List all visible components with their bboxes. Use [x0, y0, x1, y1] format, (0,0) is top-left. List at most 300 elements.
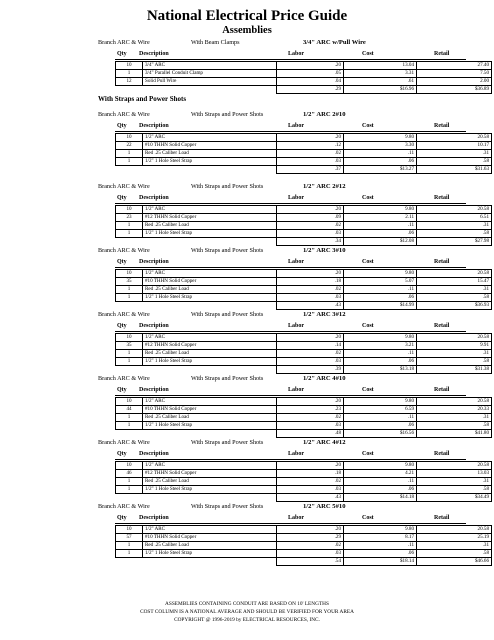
column-header-cost: Cost: [362, 451, 374, 457]
items-table: [115, 133, 492, 174]
table-cell: .03: [277, 422, 344, 430]
assembly-code: 1/2" ARC 4#10: [303, 375, 346, 382]
table-cell: 35: [116, 342, 143, 350]
table-cell: .03: [277, 358, 344, 366]
table-cell: .20: [277, 206, 344, 214]
table-cell: 46: [116, 470, 143, 478]
table-cell: .23: [277, 406, 344, 414]
column-headers: [115, 513, 466, 524]
column-header-qty: Qty: [117, 51, 127, 57]
total-cost: $14.99: [344, 302, 417, 310]
table-row: [116, 270, 492, 278]
table-cell: 3.21: [344, 342, 417, 350]
table-cell: 20.58: [417, 526, 492, 534]
table-cell: .02: [277, 350, 344, 358]
table-cell: 1: [116, 422, 143, 430]
total-labor: .37: [277, 166, 344, 174]
table-cell: 20.58: [417, 206, 492, 214]
column-header-desc: Description: [139, 123, 169, 129]
table-cell: 6.59: [344, 406, 417, 414]
table-cell: 3.30: [344, 142, 417, 150]
table-row: [116, 78, 492, 86]
table-row: [116, 414, 492, 422]
table-cell: .06: [344, 550, 417, 558]
section-category: Branch ARC & Wire: [98, 39, 150, 46]
footer-line: ASSEMBLIES CONTAINING CONDUIT ARE BASED ON 10' LENGTHS: [165, 601, 329, 607]
section-subcategory: With Straps and Power Shots: [191, 111, 264, 118]
table-row: [116, 286, 492, 294]
table-cell: .03: [277, 294, 344, 302]
table-row: [116, 478, 492, 486]
table-row: [116, 158, 492, 166]
table-cell: Red .25 Caliber Load: [143, 150, 277, 158]
table-cell: .06: [344, 486, 417, 494]
table-cell: 9.80: [344, 206, 417, 214]
table-cell: 10: [116, 526, 143, 534]
table-row: [116, 230, 492, 238]
column-headers: [115, 49, 466, 60]
section-header: [0, 109, 494, 120]
column-headers: [115, 193, 466, 204]
table-cell: 1/2" ARC: [143, 398, 277, 406]
total-retail: $34.49: [417, 494, 492, 502]
table-cell: 10.17: [417, 142, 492, 150]
table-cell: 1: [116, 222, 143, 230]
table-cell: 1/2" ARC: [143, 134, 277, 142]
table-cell: Red .25 Caliber Load: [143, 286, 277, 294]
table-cell: 1/2" ARC: [143, 462, 277, 470]
total-retail: $36.89: [417, 86, 492, 94]
table-cell: .05: [277, 70, 344, 78]
table-cell: 20.58: [417, 134, 492, 142]
column-header-labor: Labor: [288, 387, 305, 393]
table-cell: 1: [116, 414, 143, 422]
table-cell: .58: [417, 550, 492, 558]
table-row: [116, 358, 492, 366]
section-subcategory: With Straps and Power Shots: [191, 311, 264, 318]
table-row: [116, 534, 492, 542]
table-cell: .58: [417, 358, 492, 366]
table-cell: 1: [116, 550, 143, 558]
footer-line: COPYRIGHT @ 1996-2019 by ELECTRICAL RESOURCES, INC.: [174, 617, 320, 623]
items-table: [115, 461, 492, 502]
section-subcategory: With Straps and Power Shots: [191, 439, 264, 446]
table-cell: 1: [116, 158, 143, 166]
assembly-code: 1/2" ARC 3#10: [303, 247, 346, 254]
items-table: [115, 397, 492, 438]
total-labor: .54: [277, 558, 344, 566]
table-cell: .58: [417, 486, 492, 494]
table-cell: .61: [344, 78, 417, 86]
table-row: [116, 350, 492, 358]
table-cell: 10: [116, 270, 143, 278]
table-cell: .20: [277, 398, 344, 406]
blank-cell: [143, 166, 277, 174]
table-cell: .18: [277, 278, 344, 286]
column-header-labor: Labor: [288, 259, 305, 265]
table-row: [116, 294, 492, 302]
total-labor: .29: [277, 86, 344, 94]
column-header-desc: Description: [139, 515, 169, 521]
table-cell: 1: [116, 150, 143, 158]
table-cell: 44: [116, 406, 143, 414]
table-cell: Red .25 Caliber Load: [143, 350, 277, 358]
total-retail: $27.98: [417, 238, 492, 246]
column-header-cost: Cost: [362, 259, 374, 265]
assembly-code: 1/2" ARC 2#12: [303, 183, 346, 190]
table-cell: .31: [417, 150, 492, 158]
table-cell: 20.58: [417, 462, 492, 470]
column-header-desc: Description: [139, 323, 169, 329]
blank-cell: [116, 86, 143, 94]
table-cell: 1/2" 1 Hole Steel Strap: [143, 158, 277, 166]
table-row: [116, 150, 492, 158]
column-header-cost: Cost: [362, 323, 374, 329]
section-category: Branch ARC & Wire: [98, 183, 150, 190]
column-header-retail: Retail: [434, 259, 450, 265]
table-row: [116, 334, 492, 342]
table-cell: 22: [116, 142, 143, 150]
table-cell: .29: [277, 534, 344, 542]
table-cell: .11: [344, 286, 417, 294]
table-cell: 9.80: [344, 270, 417, 278]
total-labor: .43: [277, 302, 344, 310]
table-cell: #10 THHN Solid Copper: [143, 534, 277, 542]
page-subtitle: Assemblies: [222, 25, 272, 36]
table-cell: 9.80: [344, 462, 417, 470]
column-header-labor: Labor: [288, 195, 305, 201]
table-cell: #10 THHN Solid Copper: [143, 278, 277, 286]
table-row: [116, 550, 492, 558]
column-header-labor: Labor: [288, 123, 305, 129]
column-header-qty: Qty: [117, 515, 127, 521]
table-cell: 1: [116, 294, 143, 302]
assembly-code: 3/4" ARC w/Pull Wire: [303, 39, 366, 46]
table-cell: #10 THHN Solid Copper: [143, 142, 277, 150]
table-cell: 9.80: [344, 134, 417, 142]
table-row: [116, 486, 492, 494]
section-subcategory: With Beam Clamps: [191, 39, 240, 46]
total-retail: $31.38: [417, 366, 492, 374]
table-cell: 1: [116, 286, 143, 294]
table-cell: 1/2" 1 Hole Steel Strap: [143, 294, 277, 302]
table-row: [116, 462, 492, 470]
table-cell: .03: [277, 486, 344, 494]
column-headers: [115, 385, 466, 396]
table-cell: 13.04: [344, 62, 417, 70]
table-cell: .20: [277, 334, 344, 342]
section-category: Branch ARC & Wire: [98, 375, 150, 382]
table-cell: .02: [277, 414, 344, 422]
section-category: Branch ARC & Wire: [98, 311, 150, 318]
total-cost: $13.18: [344, 366, 417, 374]
table-cell: 7.50: [417, 70, 492, 78]
table-cell: 1: [116, 486, 143, 494]
table-row: [116, 134, 492, 142]
assembly-code: 1/2" ARC 3#12: [303, 311, 346, 318]
table-cell: .12: [277, 142, 344, 150]
table-cell: .11: [344, 150, 417, 158]
table-cell: 25.19: [417, 534, 492, 542]
column-header-desc: Description: [139, 451, 169, 457]
table-cell: 9.80: [344, 398, 417, 406]
table-cell: .58: [417, 230, 492, 238]
table-cell: 10: [116, 206, 143, 214]
total-cost: $16.56: [344, 430, 417, 438]
table-cell: 20.58: [417, 398, 492, 406]
table-cell: .11: [344, 350, 417, 358]
total-retail: $31.63: [417, 166, 492, 174]
table-cell: 1: [116, 358, 143, 366]
table-cell: .31: [417, 414, 492, 422]
table-cell: .11: [344, 478, 417, 486]
column-header-qty: Qty: [117, 387, 127, 393]
column-headers: [115, 121, 466, 132]
column-header-cost: Cost: [362, 123, 374, 129]
table-cell: .06: [344, 422, 417, 430]
assembly-code: 1/2" ARC 4#12: [303, 439, 346, 446]
table-cell: 10: [116, 134, 143, 142]
table-cell: 12: [116, 78, 143, 86]
table-cell: Red .25 Caliber Load: [143, 478, 277, 486]
table-cell: 9.80: [344, 334, 417, 342]
table-cell: 5.07: [344, 278, 417, 286]
total-row: [116, 166, 492, 174]
table-cell: 1/2" 1 Hole Steel Strap: [143, 358, 277, 366]
table-cell: 2.11: [344, 214, 417, 222]
table-cell: 1: [116, 230, 143, 238]
section-category: Branch ARC & Wire: [98, 111, 150, 118]
column-header-desc: Description: [139, 387, 169, 393]
table-cell: 20.58: [417, 270, 492, 278]
total-row: [116, 558, 492, 566]
table-cell: 20.33: [417, 406, 492, 414]
column-header-cost: Cost: [362, 387, 374, 393]
table-cell: Red .25 Caliber Load: [143, 414, 277, 422]
page-title: National Electrical Price Guide: [146, 8, 348, 24]
table-cell: .02: [277, 150, 344, 158]
items-table: [115, 525, 492, 566]
table-cell: 13.03: [417, 470, 492, 478]
table-cell: 6.51: [417, 214, 492, 222]
total-cost: $13.27: [344, 166, 417, 174]
table-cell: .20: [277, 134, 344, 142]
total-labor: .48: [277, 430, 344, 438]
table-cell: .11: [344, 414, 417, 422]
table-row: [116, 142, 492, 150]
table-cell: 1/2" 1 Hole Steel Strap: [143, 230, 277, 238]
table-cell: .20: [277, 526, 344, 534]
table-cell: .20: [277, 62, 344, 70]
table-cell: 1: [116, 350, 143, 358]
column-header-labor: Labor: [288, 515, 305, 521]
table-cell: .58: [417, 158, 492, 166]
column-header-cost: Cost: [362, 51, 374, 57]
table-cell: .58: [417, 294, 492, 302]
table-row: [116, 70, 492, 78]
table-cell: 1/2" ARC: [143, 526, 277, 534]
table-cell: 3.31: [344, 70, 417, 78]
total-labor: .43: [277, 494, 344, 502]
table-cell: 1/2" 1 Hole Steel Strap: [143, 550, 277, 558]
table-cell: 1/2" ARC: [143, 334, 277, 342]
group-label: With Straps and Power Shots: [98, 95, 187, 103]
section-header: [0, 245, 494, 256]
table-cell: 35: [116, 278, 143, 286]
table-cell: .04: [277, 78, 344, 86]
column-header-labor: Labor: [288, 451, 305, 457]
table-cell: 10: [116, 62, 143, 70]
table-cell: #12 THHN Solid Copper: [143, 342, 277, 350]
column-header-qty: Qty: [117, 451, 127, 457]
table-cell: 10: [116, 398, 143, 406]
table-cell: 1/2" ARC: [143, 206, 277, 214]
table-cell: #10 THHN Solid Copper: [143, 406, 277, 414]
table-cell: 57: [116, 534, 143, 542]
table-cell: .18: [277, 470, 344, 478]
table-cell: .31: [417, 350, 492, 358]
table-cell: 10: [116, 462, 143, 470]
table-cell: .20: [277, 270, 344, 278]
total-cost: $16.96: [344, 86, 417, 94]
table-cell: .03: [277, 550, 344, 558]
section-category: Branch ARC & Wire: [98, 503, 150, 510]
section-header: [0, 37, 494, 48]
table-row: [116, 342, 492, 350]
total-retail: $36.93: [417, 302, 492, 310]
table-cell: 9.80: [344, 526, 417, 534]
section-subcategory: With Straps and Power Shots: [191, 247, 264, 254]
table-cell: .31: [417, 286, 492, 294]
table-cell: .31: [417, 478, 492, 486]
section-header: [0, 181, 494, 192]
column-header-desc: Description: [139, 195, 169, 201]
table-cell: 3/4" Parallel Conduit Clamp: [143, 70, 277, 78]
total-retail: $41.80: [417, 430, 492, 438]
column-headers: [115, 449, 466, 460]
column-header-labor: Labor: [288, 323, 305, 329]
column-header-retail: Retail: [434, 195, 450, 201]
section-subcategory: With Straps and Power Shots: [191, 375, 264, 382]
items-table: [115, 61, 492, 94]
table-row: [116, 526, 492, 534]
table-cell: .14: [277, 342, 344, 350]
table-cell: 1: [116, 542, 143, 550]
column-header-retail: Retail: [434, 451, 450, 457]
table-row: [116, 542, 492, 550]
table-cell: .06: [344, 158, 417, 166]
table-cell: Solid Pull Wire: [143, 78, 277, 86]
section-header: [0, 309, 494, 320]
column-header-retail: Retail: [434, 123, 450, 129]
assembly-code: 1/2" ARC 5#10: [303, 503, 346, 510]
table-row: [116, 214, 492, 222]
column-header-qty: Qty: [117, 259, 127, 265]
table-cell: .31: [417, 222, 492, 230]
table-row: [116, 222, 492, 230]
table-cell: .02: [277, 222, 344, 230]
column-header-desc: Description: [139, 259, 169, 265]
table-cell: 1/2" ARC: [143, 270, 277, 278]
column-headers: [115, 257, 466, 268]
blank-cell: [116, 558, 143, 566]
table-row: [116, 470, 492, 478]
column-header-retail: Retail: [434, 323, 450, 329]
blank-cell: [143, 558, 277, 566]
column-header-labor: Labor: [288, 51, 305, 57]
column-headers: [115, 321, 466, 332]
table-cell: .02: [277, 478, 344, 486]
table-cell: 10: [116, 334, 143, 342]
section-header: [0, 437, 494, 448]
table-cell: .31: [417, 542, 492, 550]
table-cell: 27.40: [417, 62, 492, 70]
column-header-retail: Retail: [434, 387, 450, 393]
table-cell: #12 THHN Solid Copper: [143, 470, 277, 478]
table-cell: .09: [277, 214, 344, 222]
items-table: [115, 333, 492, 374]
total-cost: $12.08: [344, 238, 417, 246]
total-cost: $18.14: [344, 558, 417, 566]
table-cell: .03: [277, 158, 344, 166]
table-cell: 3/4" ARC: [143, 62, 277, 70]
column-header-cost: Cost: [362, 515, 374, 521]
table-row: [116, 406, 492, 414]
total-retail: $46.66: [417, 558, 492, 566]
table-cell: 4.21: [344, 470, 417, 478]
table-cell: 23: [116, 214, 143, 222]
table-cell: 1: [116, 478, 143, 486]
items-table: [115, 269, 492, 310]
table-cell: .03: [277, 230, 344, 238]
column-header-retail: Retail: [434, 515, 450, 521]
table-cell: 2.00: [417, 78, 492, 86]
table-cell: .58: [417, 422, 492, 430]
section-header: [0, 501, 494, 512]
section-category: Branch ARC & Wire: [98, 247, 150, 254]
table-row: [116, 422, 492, 430]
table-cell: 1/2" 1 Hole Steel Strap: [143, 422, 277, 430]
table-row: [116, 62, 492, 70]
total-labor: .39: [277, 366, 344, 374]
total-cost: $14.18: [344, 494, 417, 502]
section-subcategory: With Straps and Power Shots: [191, 503, 264, 510]
column-header-cost: Cost: [362, 195, 374, 201]
table-cell: .06: [344, 230, 417, 238]
table-row: [116, 206, 492, 214]
table-cell: Red .25 Caliber Load: [143, 222, 277, 230]
footer-line: COST COLUMN IS A NATIONAL AVERAGE AND SHOULD BE VERIFIED FOR YOUR AREA: [140, 609, 354, 615]
total-row: [116, 86, 492, 94]
table-cell: .20: [277, 462, 344, 470]
blank-cell: [143, 86, 277, 94]
table-cell: .11: [344, 542, 417, 550]
blank-cell: [116, 166, 143, 174]
section-category: Branch ARC & Wire: [98, 439, 150, 446]
table-cell: 15.47: [417, 278, 492, 286]
column-header-qty: Qty: [117, 195, 127, 201]
table-cell: #12 THHN Solid Copper: [143, 214, 277, 222]
table-cell: 1/2" 1 Hole Steel Strap: [143, 486, 277, 494]
column-header-retail: Retail: [434, 51, 450, 57]
table-row: [116, 398, 492, 406]
section-header: [0, 373, 494, 384]
table-cell: 8.17: [344, 534, 417, 542]
items-table: [115, 205, 492, 246]
table-row: [116, 278, 492, 286]
total-labor: .34: [277, 238, 344, 246]
assembly-code: 1/2" ARC 2#10: [303, 111, 346, 118]
